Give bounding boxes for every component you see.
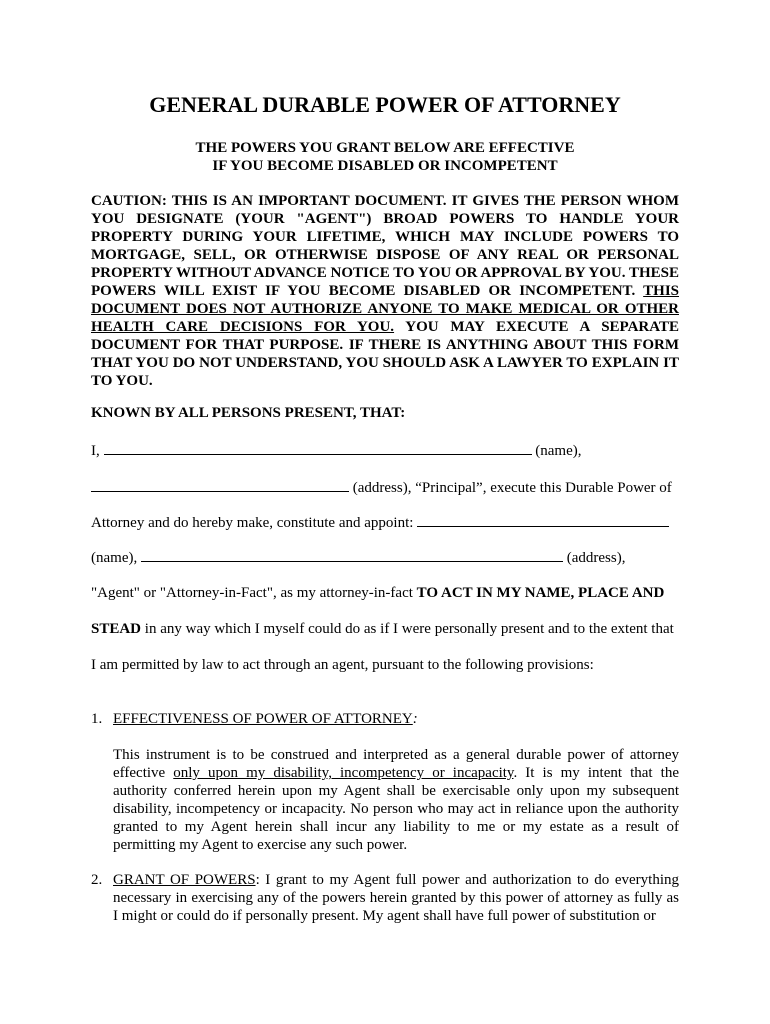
principal-name-blank[interactable] xyxy=(104,442,532,455)
appoint-line xyxy=(91,514,679,532)
caution-text: CAUTION: THIS IS AN IMPORTANT DOCUMENT. IT GIVES THE PERSON WHOM YOU DESIGNATE (YOUR "AGENT") BROAD POWERS TO HANDLE YOUR PROPERTY DURING YOUR LIFETIME, WHICH MAY INCLUDE POWERS TO MORTGAGE, SELL, OR OTHERWISE DISPOSE OF ANY REAL OR PERSONAL PROPERTY WITHOUT ADVANCE NOTICE TO YOU OR APPROVAL BY YOU. THESE POWERS WILL EXIST IF YOU BECOME DISABLED OR INCOMPETENT. xyxy=(91,193,679,299)
principal-address-blank[interactable] xyxy=(91,479,349,492)
subtitle-line-1: THE POWERS YOU GRANT BELOW ARE EFFECTIVE xyxy=(195,140,575,156)
section-1-number: 1. xyxy=(91,711,103,727)
stead-text: STEAD xyxy=(91,621,142,637)
agent-address-blank[interactable] xyxy=(141,549,563,562)
section-1-text: This instrument is to be construed and interpreted as a general durable power of attorney effective xyxy=(113,747,679,781)
section-1-colon: : xyxy=(412,711,418,727)
address-label: (address), “Principal”, execute this Durable Power of xyxy=(349,480,672,496)
caution-text-end: YOU MAY EXECUTE A SEPARATE DOCUMENT FOR THAT PURPOSE. IF THERE IS ANYTHING ABOUT THIS FORM THAT YOU DO NOT UNDERSTAND, YOU SHOULD ASK A LAWYER TO EXPLAIN IT TO YOU. xyxy=(91,319,679,389)
section-2-number: 2. xyxy=(91,872,103,888)
agent-name-label: (name), xyxy=(91,550,141,566)
stead-rest-text: in any way which I myself could do as if I were personally present and to the extent that xyxy=(141,621,674,637)
section-2-title: GRANT OF POWERS xyxy=(113,872,256,888)
document-title: GENERAL DURABLE POWER OF ATTORNEY xyxy=(149,92,621,117)
appoint-text: Attorney and do hereby make, constitute and appoint: xyxy=(91,515,418,531)
section-1-text-end: . It is my intent that the authority conferred herein upon my Agent shall be exercisable only upon my subsequent disability, incompetency or incapacity. No person who may act in reliance upon the authority granted to my Agent herein shall incur any liability to me or my estate as a result of permitting my Agent to exercise any such power. xyxy=(113,765,679,853)
principal-label: I, xyxy=(91,443,104,459)
agent-designation-line xyxy=(91,585,679,602)
caution-underlined-text: THIS DOCUMENT DOES NOT AUTHORIZE ANYONE TO MAKE MEDICAL OR OTHER HEALTH CARE DECISIONS FOR YOU. xyxy=(91,283,679,335)
agent-designation-text: "Agent" or "Attorney-in-Fact", as my attorney-in-fact xyxy=(91,585,417,601)
principal-address-line xyxy=(91,479,679,497)
principal-name-line xyxy=(91,442,679,460)
section-1-paragraph xyxy=(113,746,679,854)
stead-line xyxy=(91,621,679,638)
agent-address-line xyxy=(91,549,679,567)
section-1-title: EFFECTIVENESS OF POWER OF ATTORNEY xyxy=(113,711,413,727)
subtitle-line-2: IF YOU BECOME DISABLED OR INCOMPETENT xyxy=(212,158,558,174)
provisions-line: I am permitted by law to act through an agent, pursuant to the following provisions: xyxy=(91,657,594,673)
act-in-name-text: TO ACT IN MY NAME, PLACE AND xyxy=(416,585,665,601)
agent-name-blank[interactable] xyxy=(417,514,669,527)
document-subtitle xyxy=(0,139,770,175)
section-1-heading xyxy=(91,710,679,728)
name-label: (name), xyxy=(531,443,582,459)
section-2 xyxy=(91,871,679,925)
caution-paragraph xyxy=(91,192,679,390)
known-heading: KNOWN BY ALL PERSONS PRESENT, THAT: xyxy=(91,405,406,421)
section-2-text: : I grant to my Agent full power and authorization to do everything necessary in exercising any of the powers herein granted by this power of attorney as fully as I might or could do if personally present. My agent shall have full power of substitution or xyxy=(113,872,679,924)
agent-address-label: (address), xyxy=(562,550,626,566)
section-1-underlined-text: only upon my disability, incompetency or incapacity xyxy=(173,765,514,781)
